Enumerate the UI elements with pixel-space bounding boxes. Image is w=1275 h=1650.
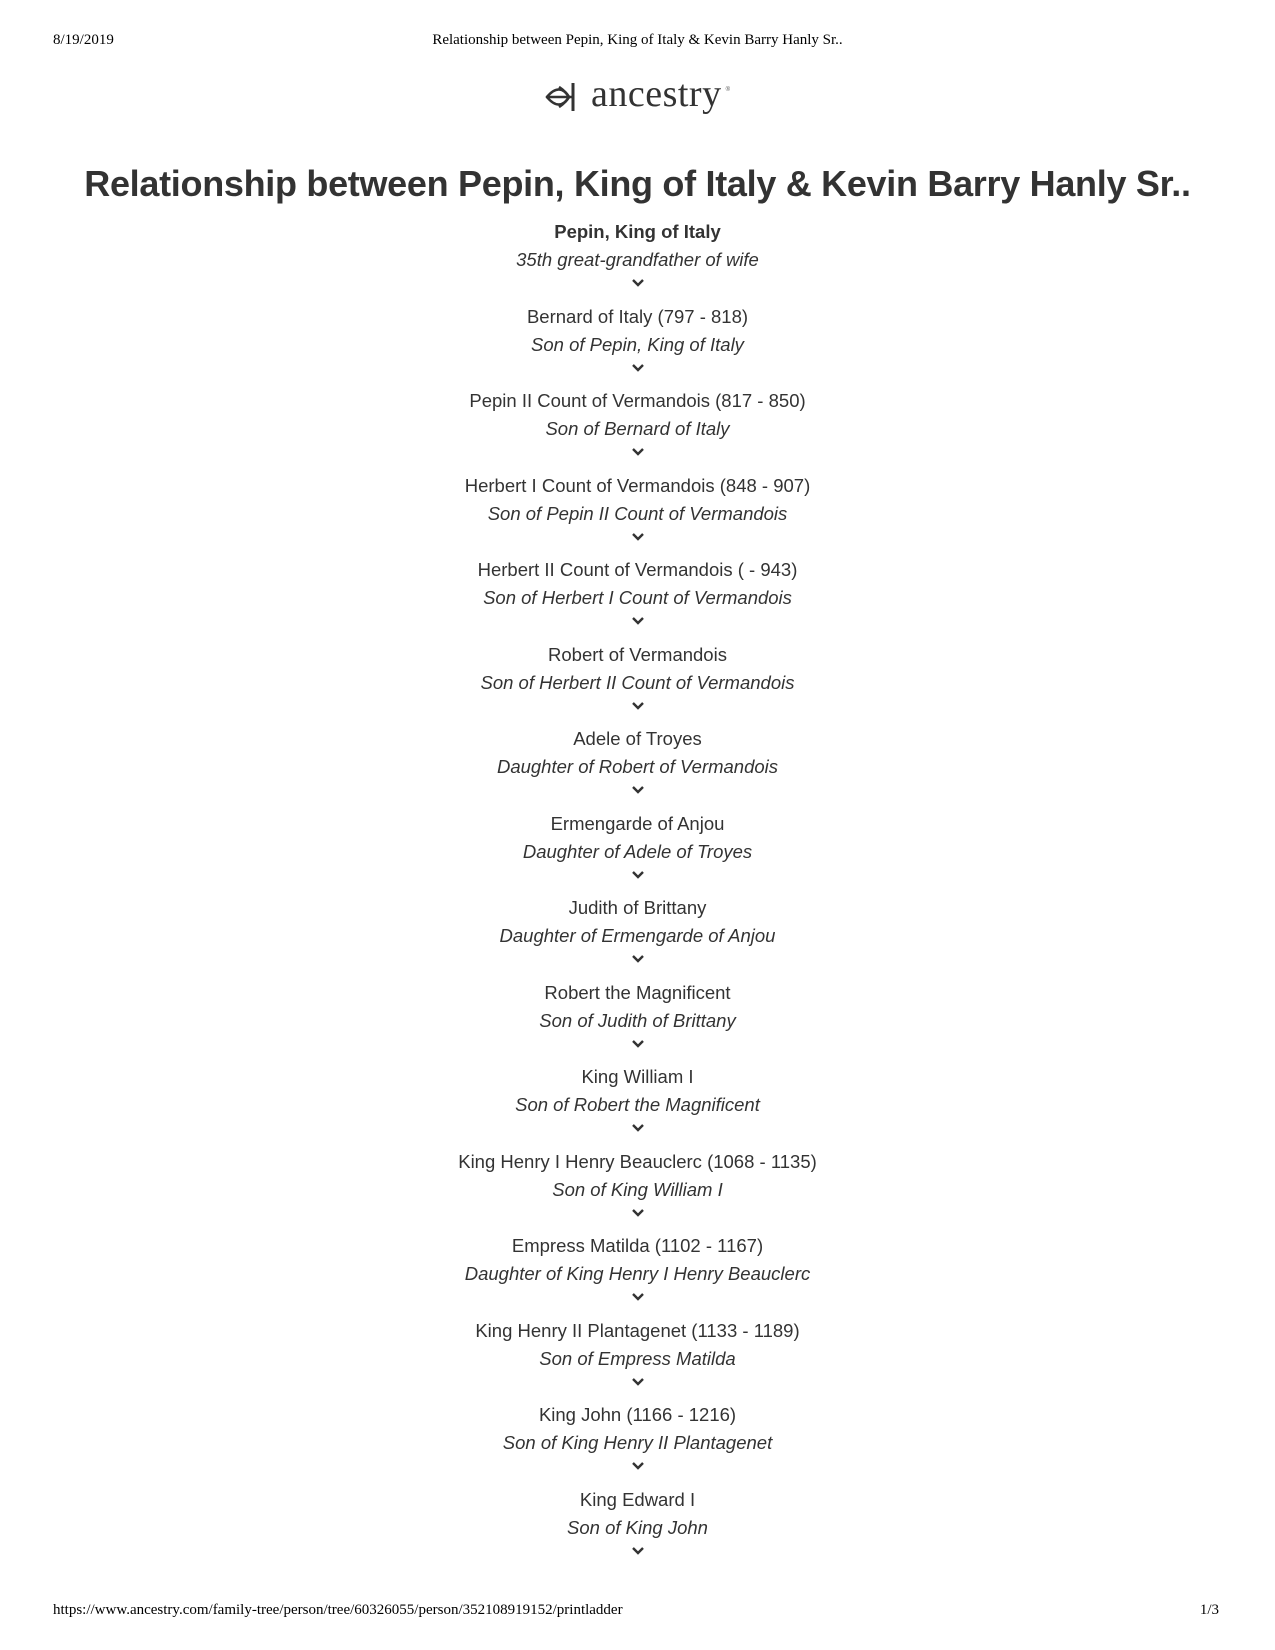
person-relation: Son of King John: [567, 1516, 708, 1538]
ladder-person: [0, 387, 1275, 472]
person-relation: Son of King William I: [552, 1178, 723, 1200]
chevron-down-icon: [631, 616, 645, 626]
print-date: 8/19/2019: [53, 32, 114, 48]
chevron-down-icon: [631, 1461, 645, 1471]
person-relation: Son of King Henry II Plantagenet: [502, 1432, 773, 1453]
ancestry-logo: [0, 73, 1275, 116]
chevron-down-icon: [631, 532, 645, 542]
print-page-title: Relationship between Pepin, King of Italy & Kevin Barry Hanly Sr..: [432, 32, 843, 48]
ladder-person: [0, 1317, 1275, 1402]
ladder-person: [0, 725, 1275, 810]
person-relation: Daughter of Robert of Vermandois: [496, 756, 779, 777]
person-name: Herbert I Count of Vermandois (848 - 907): [464, 474, 811, 496]
ladder-person: [0, 810, 1275, 895]
ladder-person: [0, 472, 1275, 557]
chevron-down-icon: [631, 785, 645, 795]
person-relation: Son of Empress Matilda: [539, 1347, 736, 1369]
chevron-down-icon: [631, 278, 645, 288]
ladder-person: [0, 979, 1275, 1064]
person-name: King William I: [581, 1066, 694, 1087]
ladder-person: [0, 1148, 1275, 1233]
person-name: Robert of Vermandois: [548, 643, 727, 665]
page-title: Relationship between Pepin, King of Italy & Kevin Barry Hanly Sr..: [84, 163, 1191, 204]
person-relation: Daughter of Adele of Troyes: [522, 840, 753, 862]
ladder-person: [0, 894, 1275, 979]
person-relation: Daughter of Ermengarde of Anjou: [499, 925, 776, 946]
ancestry-leaf-icon: [545, 81, 587, 113]
person-name: Herbert II Count of Vermandois ( - 943): [477, 559, 798, 580]
person-name: King Henry I Henry Beauclerc (1068 - 1135): [458, 1150, 817, 1172]
person-name: Pepin II Count of Vermandois (817 - 850): [469, 390, 806, 411]
ladder-person: [0, 556, 1275, 641]
person-relation: Son of Robert the Magnificent: [515, 1094, 760, 1115]
chevron-down-icon: [631, 954, 645, 964]
chevron-down-icon: [631, 701, 645, 711]
person-name: King Edward I: [579, 1488, 696, 1510]
person-relation: Son of Herbert I Count of Vermandois: [483, 587, 792, 608]
person-name: Pepin, King of Italy: [554, 221, 721, 242]
page-number: 1/3: [1199, 1602, 1219, 1618]
person-name: Judith of Brittany: [568, 897, 707, 918]
person-name: King John (1166 - 1216): [538, 1404, 737, 1425]
ladder-person: [0, 641, 1275, 726]
chevron-down-icon: [631, 1123, 645, 1133]
person-relation: 35th great-grandfather of wife: [516, 249, 759, 270]
person-name: Adele of Troyes: [573, 728, 702, 749]
person-relation: Son of Judith of Brittany: [539, 1009, 736, 1031]
person-name: Bernard of Italy (797 - 818): [526, 305, 749, 327]
chevron-down-icon: [631, 1546, 645, 1556]
logo-wordmark: ancestry: [590, 73, 722, 115]
ladder-person: [0, 218, 1275, 303]
person-relation: Son of Pepin II Count of Vermandois: [487, 502, 788, 524]
ladder-person: [0, 1486, 1275, 1571]
trademark-mark: ®: [725, 87, 731, 93]
ladder-person: [0, 1232, 1275, 1317]
relationship-ladder: [0, 218, 1275, 1570]
person-name: King Henry II Plantagenet (1133 - 1189): [475, 1319, 800, 1341]
chevron-down-icon: [631, 1377, 645, 1387]
ladder-person: [0, 1063, 1275, 1148]
person-relation: Son of Pepin, King of Italy: [531, 333, 744, 355]
person-relation: Son of Herbert II Count of Vermandois: [480, 671, 795, 693]
person-name: Robert the Magnificent: [544, 981, 731, 1003]
chevron-down-icon: [631, 1039, 645, 1049]
print-url: https://www.ancestry.com/family-tree/person/tree/60326055/person/352108919152/printladder: [53, 1602, 623, 1618]
chevron-down-icon: [631, 1208, 645, 1218]
person-relation: Daughter of King Henry I Henry Beauclerc: [464, 1263, 811, 1284]
person-relation: Son of Bernard of Italy: [545, 418, 730, 439]
chevron-down-icon: [631, 363, 645, 373]
print-header: [0, 32, 1275, 52]
person-name: Empress Matilda (1102 - 1167): [511, 1235, 764, 1256]
chevron-down-icon: [631, 870, 645, 880]
ladder-person: [0, 303, 1275, 388]
person-name: Ermengarde of Anjou: [550, 812, 725, 834]
chevron-down-icon: [631, 1292, 645, 1302]
chevron-down-icon: [631, 447, 645, 457]
ladder-person: [0, 1401, 1275, 1486]
